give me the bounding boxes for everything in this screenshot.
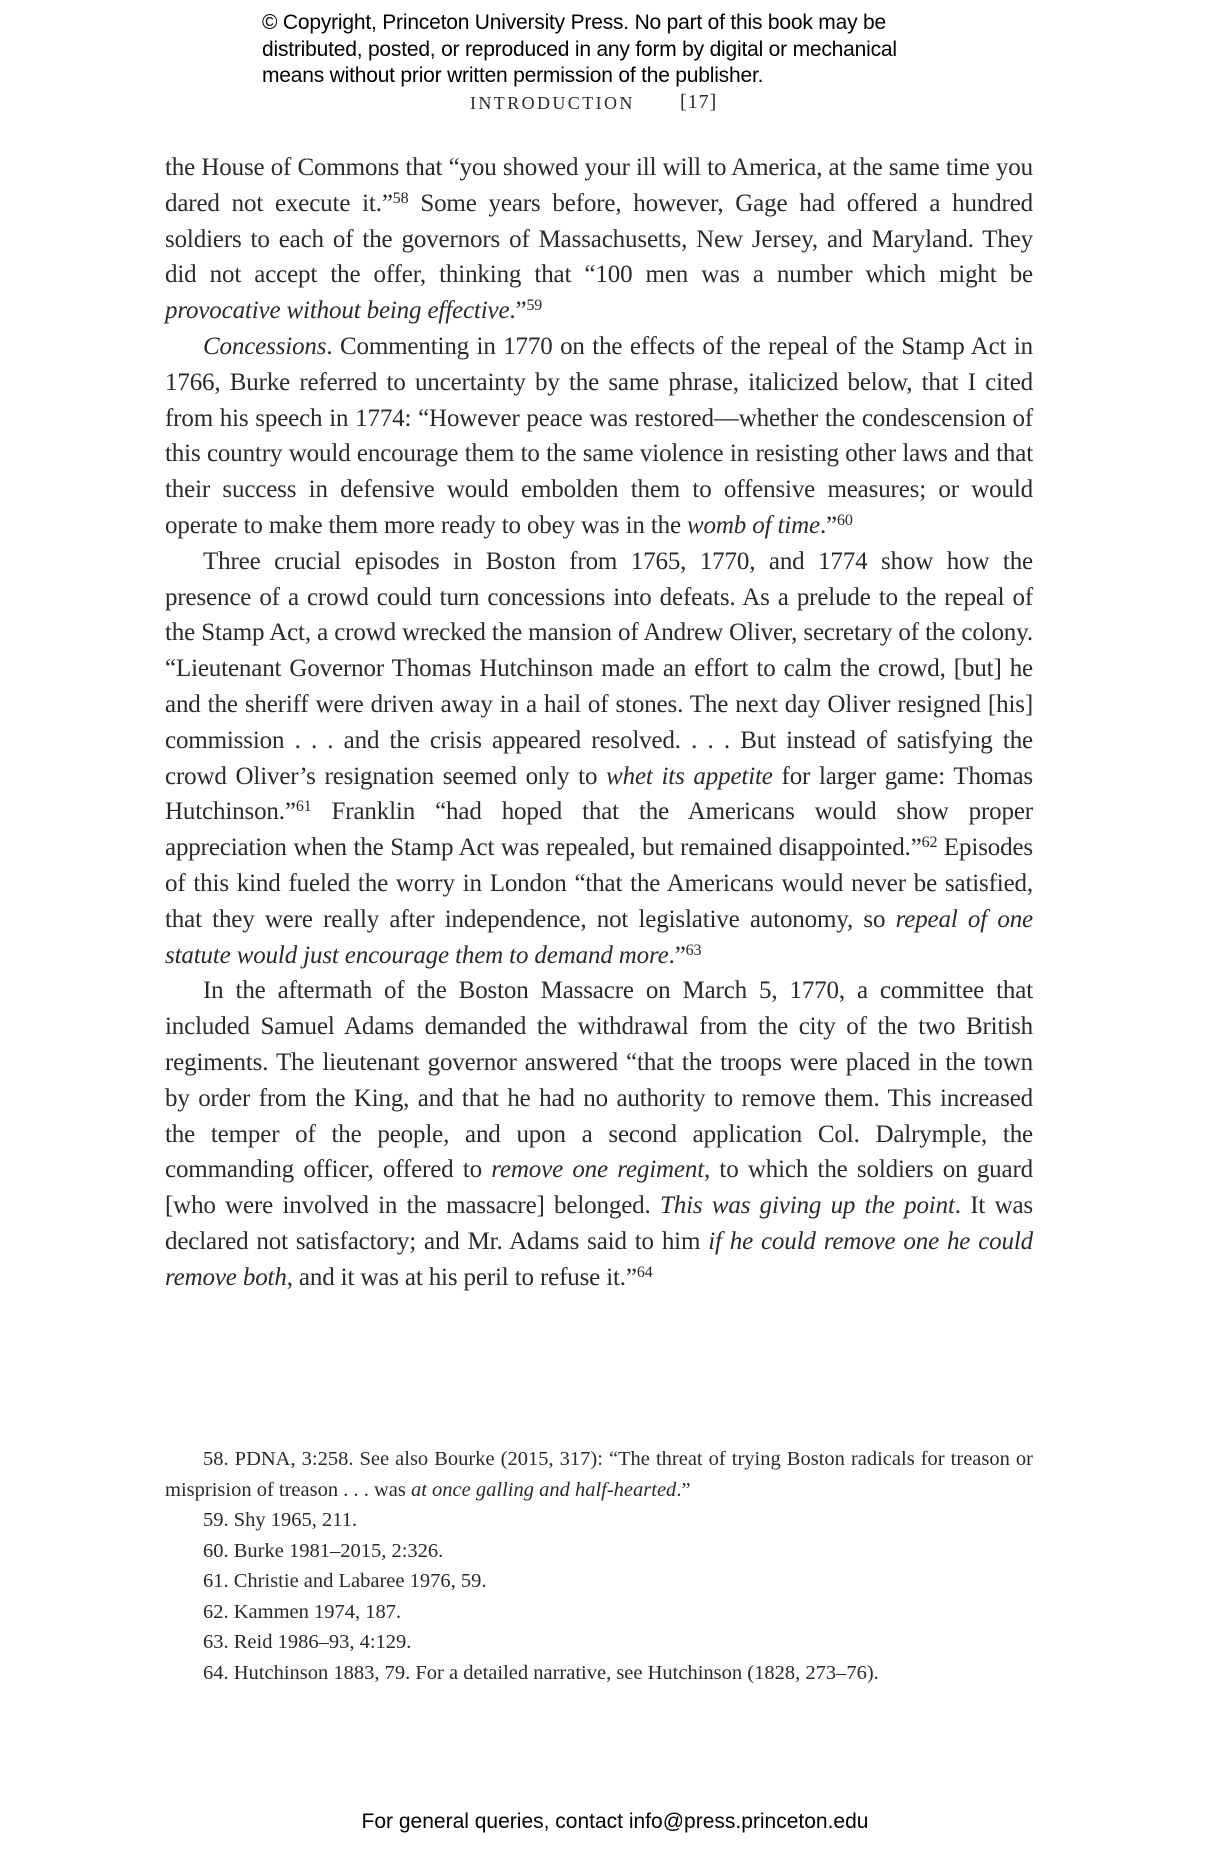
- footnote-reference: 59: [526, 297, 543, 315]
- footnote-reference: 62: [921, 834, 938, 852]
- italic-phrase: if he could remove one he could remove both: [165, 1227, 1033, 1291]
- paragraph: Three crucial episodes in Boston from 1765, 1770, and 1774 show how the presence of a crowd could turn concessions into defeats. As a prelude to the repeal of the Stamp Act, a crowd wrecked the mansion of Andrew Oliver, secretary of the colony. “Lieutenant Governor Thomas Hutchinson made an effort to calm the crowd, [but] he and the sheriff were driven away in a hail of stones. The next day Oliver resigned [his] commission . . . and the crisis appeared resolved. . . . But instead of satisfying the crowd Oliver’s resignation seemed only to whet its appetite for larger game: Thomas Hutchinson.”$^{61}$ Franklin “had hoped that the Americans would show proper appreciation when the Stamp Act was repealed, but remained disappointed.”$^{62}$ Episodes of this kind fueled the worry in London “that the Americans would never be satisfied, that they were really after independence, not legislative autonomy, so repeal of one statute would just encourage them to demand more.”$^{63}$: [165, 547, 1033, 969]
- footnote: 62. Kammen 1974, 187.: [203, 1600, 402, 1623]
- contact-footer: [0, 1810, 1225, 1834]
- copyright-line: means without prior written permission of the publisher.: [262, 64, 764, 87]
- footnote-reference: 58: [392, 189, 409, 207]
- footnote: 60. Burke 1981–2015, 2:326.: [203, 1539, 444, 1562]
- italic-phrase: at once galling and half-hearted: [410, 1478, 677, 1501]
- footnote-reference: 61: [295, 798, 312, 816]
- paragraph: Concessions. Commenting in 1770 on the effects of the repeal of the Stamp Act in 1766, Burke referred to uncertainty by the same phrase, italicized below, that I cited from his speech in 1774: “However peace was restored—whether the condescension of this country would encourage them to the same violence in resisting other laws and that their success in defensive would embolden them to offensive measures; or would operate to make them more ready to obey was in the womb of time.”$^{60}$: [165, 332, 1033, 539]
- contact-text: For general queries, contact info@press.princeton.edu: [361, 1810, 869, 1833]
- footnote-reference: 63: [685, 941, 702, 959]
- italic-phrase: This was giving up the point: [659, 1192, 955, 1220]
- copyright-notice: [262, 10, 982, 90]
- italic-phrase: Concessions: [203, 332, 327, 360]
- chapter-title: INTRODUCTION: [470, 93, 635, 113]
- page-number: [17]: [680, 91, 718, 113]
- main-text: [165, 150, 1033, 1296]
- footnote-reference: 64: [636, 1263, 653, 1281]
- footnote-reference: 60: [837, 511, 853, 529]
- copyright-line: © Copyright, Princeton University Press. No part of this book may be: [262, 11, 886, 34]
- italic-phrase: whet its appetite: [606, 762, 773, 790]
- footnote: 61. Christie and Labaree 1976, 59.: [203, 1570, 487, 1592]
- italic-phrase: provocative without being effective: [165, 297, 510, 325]
- paragraph: the House of Commons that “you showed your ill will to America, at the same time you dared not execute it.”$^{58}$ Some years before, however, Gage had offered a hundred soldiers to each of the governors of Massachusetts, New Jersey, and Maryland. They did not accept the offer, thinking that “100 men was a number which might be provocative without being effective.”$^{59}$: [165, 154, 1033, 325]
- footnotes: [165, 1444, 1033, 1688]
- paragraph: In the aftermath of the Boston Massacre on March 5, 1770, a committee that included Samuel Adams demanded the withdrawal from the city of the two British regiments. The lieutenant governor answered “that the troops were placed in the town by order from the King, and that he had no authority to remove them. This increased the temper of the people, and upon a second application Col. Dalrymple, the commanding officer, offered to remove one regiment, to which the soldiers on guard [who were involved in the massacre] belonged. This was giving up the point. It was declared not satisfactory; and Mr. Adams said to him if he could remove one he could remove both, and it was at his peril to refuse it.”$^{64}$: [165, 977, 1033, 1291]
- footnote: 63. Reid 1986–93, 4:129.: [203, 1631, 412, 1653]
- italic-phrase: repeal of one statute would just encourage them to demand more: [165, 905, 1033, 969]
- italic-phrase: remove one regiment: [491, 1156, 705, 1184]
- italic-phrase: womb of time: [687, 511, 820, 539]
- footnote: 58. PDNA, 3:258. See also Bourke (2015, 317): “The threat of trying Boston radicals for treason or misprision of treason . . . was at once galling and half-hearted.”: [165, 1448, 1033, 1501]
- footnote: 64. Hutchinson 1883, 79. For a detailed narrative, see Hutchinson (1828, 273–76).: [203, 1661, 879, 1684]
- footnote: 59. Shy 1965, 211.: [203, 1509, 358, 1531]
- copyright-line: distributed, posted, or reproduced in any form by digital or mechanical: [262, 37, 897, 61]
